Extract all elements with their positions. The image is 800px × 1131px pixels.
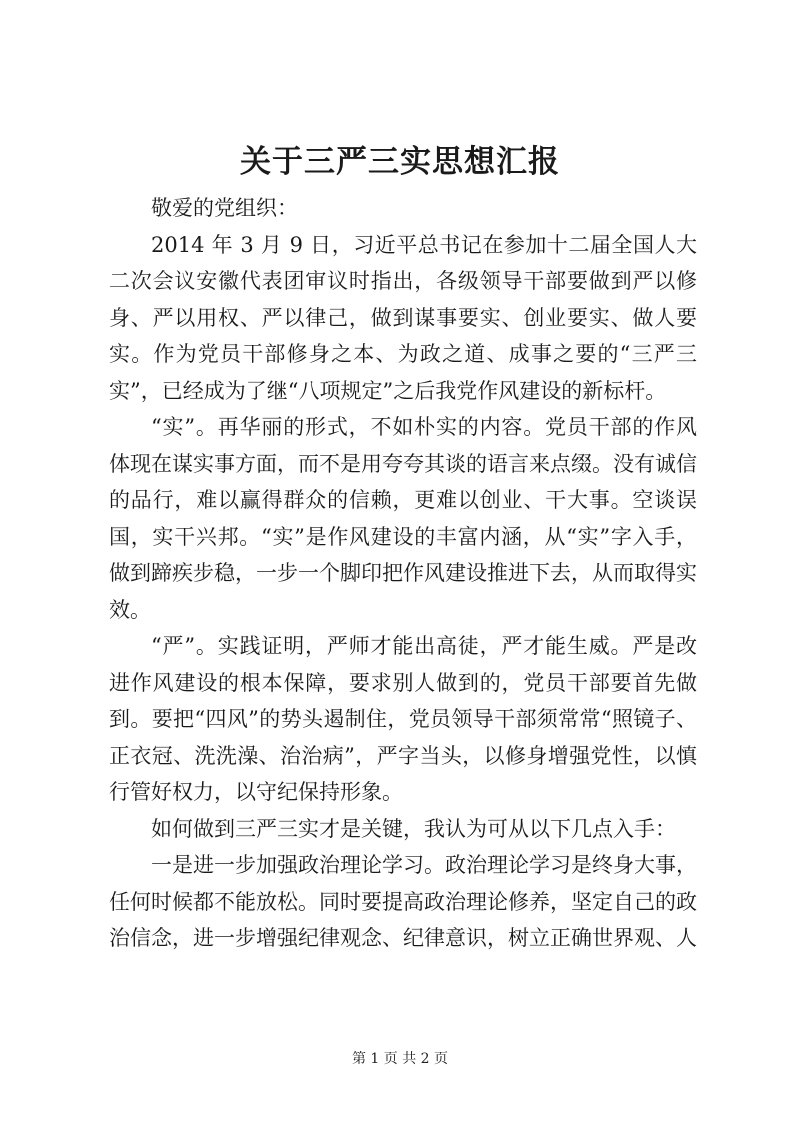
body-paragraph: “实”。再华丽的形式，不如朴实的内容。党员干部的作风体现在谋实事方面，而不是用夸夸其谈的语言来点缀。没有诚信的品行，难以赢得群众的信赖，更难以创业、干大事。空谈误国，实干兴邦。“实”是作风建设的丰富内涵，从“实”字入手，做到蹄疾步稳，一步一个脚印把作风建设推进下去，从而取得实效。 <box>109 415 697 622</box>
body-paragraph: “严”。实践证明，严师才能出高徒，严才能生威。严是改进作风建设的根本保障，要求别人做到的，党员干部要首先做到。要把“四风”的势头遏制住，党员领导干部须常常“照镜子、正衣冠、洗洗澡、治治病”，严字当头，以修身增强党性，以慎行管好权力，以守纪保持形象。 <box>109 634 697 804</box>
page-footer: 第 1 页 共 2 页 <box>351 1051 449 1067</box>
body-paragraph: 如何做到三严三实才是关键，我认为可从以下几点入手： <box>151 816 676 841</box>
document-title: 关于三严三实思想汇报 <box>240 144 560 180</box>
body-paragraph: 一是进一步加强政治理论学习。政治理论学习是终身大事，任何时候都不能放松。同时要提高政治理论修养，坚定自己的政治信念，进一步增强纪律观念、纪律意识，树立正确世界观、人 <box>109 853 697 950</box>
document-body <box>109 190 697 957</box>
salutation-paragraph: 敬爱的党组织： <box>151 196 298 220</box>
body-paragraph: 2014 年 3 月 9 日，习近平总书记在参加十二届全国人大二次会议安徽代表团审议时指出，各级领导干部要做到严以修身、严以用权、严以律己，做到谋事要实、创业要实、做人要实。作为党员干部修身之本、为政之道、成事之要的“三严三实”，已经成为了继“八项规定”之后我党作风建设的新标杆。 <box>109 232 697 403</box>
